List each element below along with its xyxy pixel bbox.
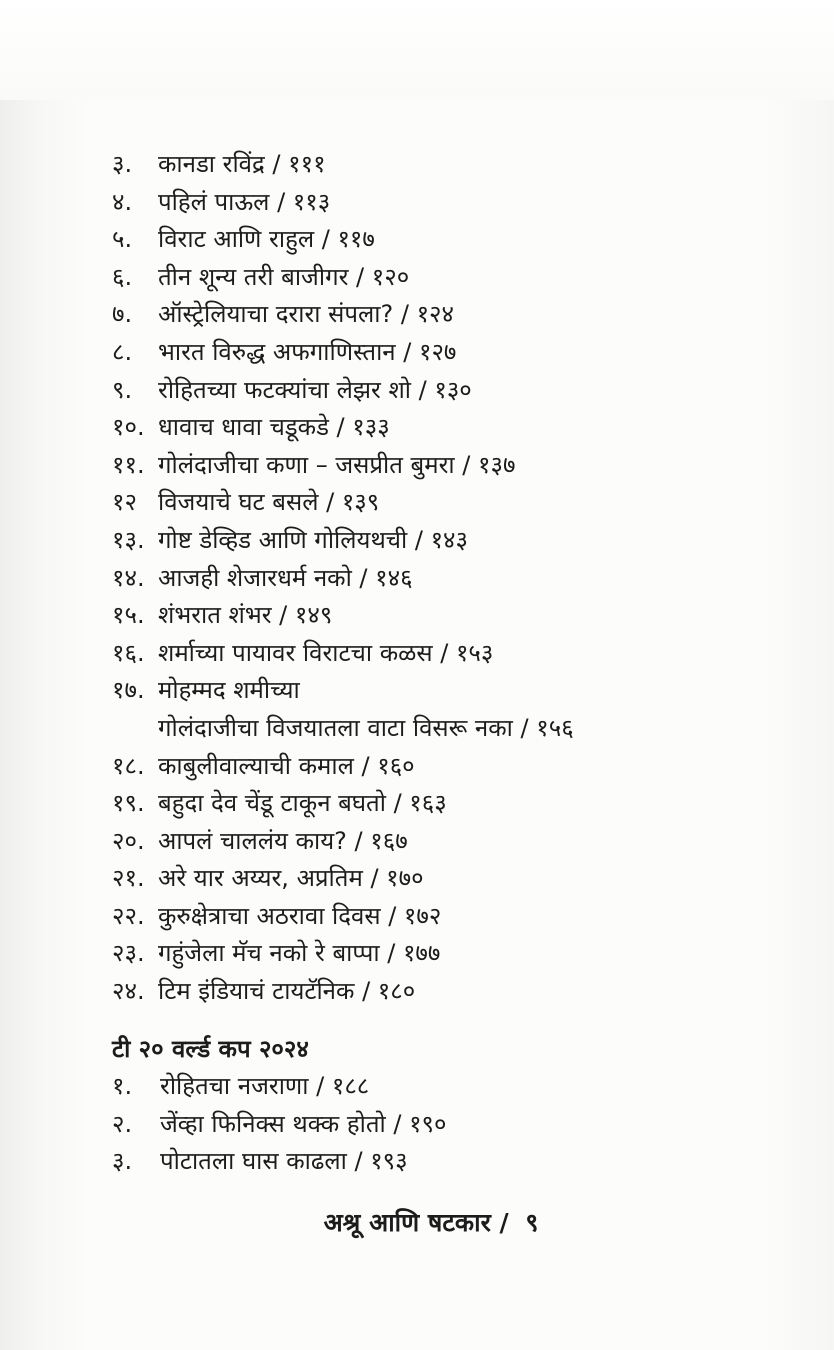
entry-title: विजयाचे घट बसले [158,488,319,517]
toc-entry [112,672,792,747]
toc-section-t20-world-cup [112,1030,792,1181]
entry-page: १२७ [418,337,457,366]
entry-page: १५३ [455,638,494,667]
entry-title: बहुदा देव चेंडू टाकून बघतो [158,789,386,818]
entry-page: ११७ [337,225,375,254]
entry-title: गोष्ट डेव्हिड आणि गोलियथची [158,525,408,554]
entry-number: १२ [112,488,137,517]
table-of-contents [112,146,792,1011]
entry-title: जेंव्हा फिनिक्स थक्क होतो [160,1109,386,1138]
entry-title: रोहितचा नजराणा [160,1072,309,1100]
entry-number: ८. [112,337,133,366]
entry-page: १८० [377,977,416,1006]
entry-page: १८८ [331,1072,370,1100]
toc-entry: ९. रोहितच्या फटक्यांचा लेझर शो / १३० [112,372,792,410]
toc-entry: २१. अरे यार अय्यर, अप्रतिम / १७० [112,860,792,898]
entry-title: शर्माच्या पायावर विराटचा कळस [158,638,433,667]
entry-title: गहुंजेला मॅच नको रे बाप्पा [158,939,380,968]
entry-page: १३९ [341,488,380,517]
entry-title: कुरुक्षेत्राचा अठरावा दिवस [158,901,381,930]
entry-title-continuation-text: गोलंदाजीचा विजयातला वाटा विसरू नका [158,713,513,742]
entry-page: १९० [409,1109,447,1138]
page-top-margin [0,0,834,100]
entry-page: १६३ [409,789,447,818]
toc-entry: ३. कानडा रविंद्र / १११ [112,146,792,184]
entry-number: १३. [112,525,145,554]
toc-entry: १८. काबुलीवाल्याची कमाल / १६० [112,748,792,786]
entry-title: पोटातला घास काढला [160,1147,347,1175]
entry-title: तीन शून्य तरी बाजीगर [158,262,349,291]
entry-number: १८. [112,751,145,780]
toc-entry: ६. तीन शून्य तरी बाजीगर / १२० [112,259,792,297]
entry-title: अरे यार अय्यर, अप्रतिम [158,864,363,893]
toc-entry: २. जेंव्हा फिनिक्स थक्क होतो / १९० [112,1106,792,1144]
entry-title: भारत विरुद्ध अफगाणिस्तान [158,337,396,366]
toc-entry: १३. गोष्ट डेव्हिड आणि गोलियथची / १४३ [112,522,792,560]
entry-page: १२० [371,262,410,291]
entry-number: २१. [112,864,145,893]
toc-entry: १४. आजही शेजारधर्म नको / १४६ [112,560,792,598]
entry-page: १३० [434,375,472,404]
entry-title: आपलं चाललंय काय? [158,826,347,855]
entry-page: १५६ [536,713,574,742]
entry-page: १७२ [403,901,442,930]
entry-number: ११. [112,450,145,479]
entry-number: १६. [112,638,145,667]
toc-entry: १. रोहितचा नजराणा / १८८ [112,1068,792,1106]
entry-title: आजही शेजारधर्म नको [158,563,352,592]
toc-entry: १६. शर्माच्या पायावर विराटचा कळस / १५३ [112,635,792,673]
entry-title-continuation: गोलंदाजीचा विजयातला वाटा विसरू नका / १५६ [158,713,574,742]
entry-page: १७७ [402,939,441,968]
toc-entry: १९. बहुदा देव चेंडू टाकून बघतो / १६३ [112,785,792,823]
page-footer: अश्रू आणि षटकार / ९ [323,1208,539,1237]
entry-page: ११३ [292,187,331,216]
entry-number: ३. [112,1147,133,1175]
entry-title: मोहम्मद शमीच्या [158,676,300,705]
entry-title: गोलंदाजीचा कणा – जसप्रीत बुमरा [158,450,455,479]
entry-number: २३. [112,939,145,968]
entry-number: १. [112,1072,133,1100]
entry-title: रोहितच्या फटक्यांचा लेझर शो [158,375,411,404]
entry-page: १४३ [430,525,469,554]
entry-title: काबुलीवाल्याची कमाल [158,751,354,780]
section-heading: टी २० वर्ल्ड कप २०२४ [112,1035,309,1063]
toc-entry: ११. गोलंदाजीचा कणा – जसप्रीत बुमरा / १३७ [112,447,792,485]
entry-number: २०. [112,826,145,855]
entry-page: १६० [377,751,415,780]
toc-entry: २४. टिम इंडियाचं टायटॅनिक / १८० [112,973,792,1011]
toc-entry: १०. धावाच धावा चडूकडे / १३३ [112,409,792,447]
entry-number: २४. [112,977,145,1006]
toc-entry: ४. पहिलं पाऊल / ११३ [112,184,792,222]
toc-entry: १५. शंभरात शंभर / १४९ [112,597,792,635]
entry-title: टिम इंडियाचं टायटॅनिक [158,977,355,1006]
entry-page: १९३ [370,1147,408,1175]
toc-entry: ३. पोटातला घास काढला / १९३ [112,1143,792,1181]
entry-number: २२. [112,901,145,930]
entry-number: १०. [112,413,145,442]
entry-number: १४. [112,563,145,592]
entry-page: १४६ [375,563,413,592]
entry-page: १३७ [477,450,516,479]
entry-number: ३. [112,150,133,178]
entry-number: ४. [112,187,133,216]
entry-number: १७. [112,676,145,705]
entry-number: १९. [112,789,145,818]
entry-page: १२४ [416,300,455,329]
toc-entry: २३. गहुंजेला मॅच नको रे बाप्पा / १७७ [112,935,792,973]
entry-title: शंभरात शंभर [158,601,272,630]
toc-entry: २२. कुरुक्षेत्राचा अठरावा दिवस / १७२ [112,898,792,936]
entry-title: विराट आणि राहुल [158,225,315,254]
entry-title: पहिलं पाऊल [158,187,270,216]
toc-entry: ५. विराट आणि राहुल / ११७ [112,221,792,259]
entry-page: १११ [288,150,326,178]
entry-number: २. [112,1109,133,1138]
entry-title: धावाच धावा चडूकडे [158,413,329,442]
entry-title: ऑस्ट्रेलियाचा दरारा संपला? [158,300,394,329]
toc-entry: २०. आपलं चाललंय काय? / १६७ [112,823,792,861]
entry-title: कानडा रविंद्र [158,150,265,178]
entry-number: ६. [112,262,133,291]
entry-page: १६७ [370,826,408,855]
entry-number: ५. [112,225,133,254]
entry-number: १५. [112,601,145,630]
footer-book-title: अश्रू आणि षटकार [323,1208,491,1237]
entry-page: १३३ [352,413,390,442]
entry-number: ७. [112,300,133,329]
toc-entry: ८. भारत विरुद्ध अफगाणिस्तान / १२७ [112,334,792,372]
toc-entry: ७. ऑस्ट्रेलियाचा दरारा संपला? / १२४ [112,296,792,334]
entry-number: ९. [112,375,133,404]
toc-entry: १२ विजयाचे घट बसले / १३९ [112,484,792,522]
entry-page: १४९ [294,601,333,630]
section-entries [112,1068,792,1181]
entry-page: १७० [386,864,424,893]
footer-page-number: ९ [525,1208,539,1237]
